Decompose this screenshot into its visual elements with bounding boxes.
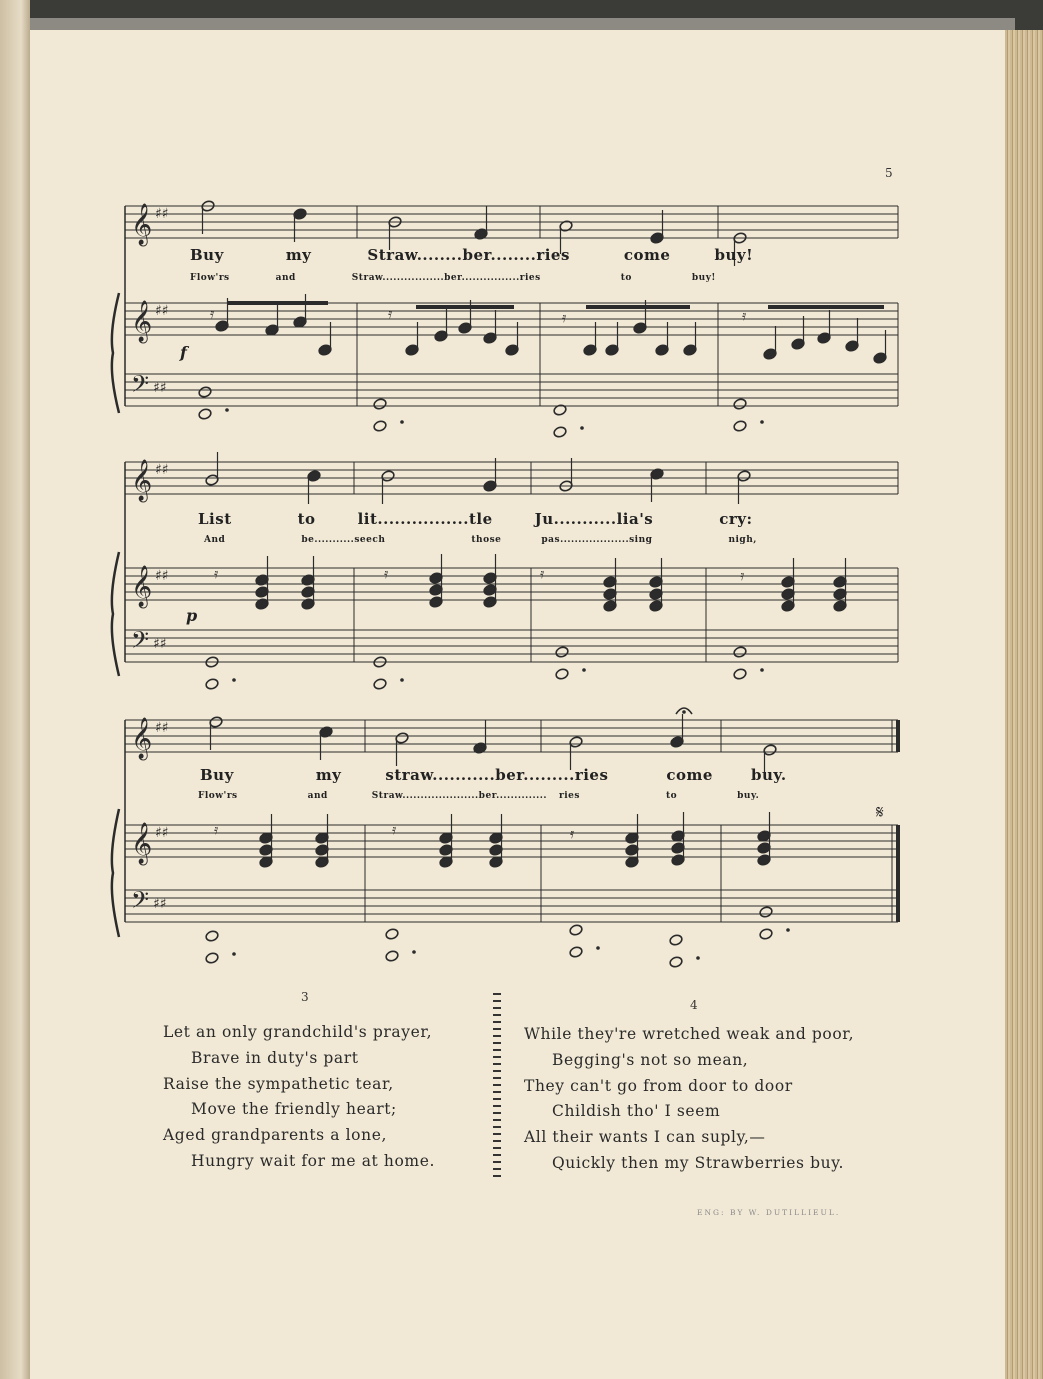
lyric-word: my	[315, 766, 342, 784]
lyric-word: And	[204, 535, 226, 545]
augmentation-dot	[760, 668, 764, 672]
bass-note	[733, 420, 747, 433]
lyric-word: those	[471, 535, 502, 545]
bass-note	[198, 386, 212, 399]
lyric-word: nigh,	[728, 535, 757, 545]
verse-line: Move the friendly heart;	[191, 1100, 397, 1119]
lyric-word: and	[307, 791, 328, 801]
dynamic-marking: p	[186, 606, 198, 625]
lyric-word: and	[275, 273, 296, 283]
key-signature: ♯♯	[153, 380, 167, 396]
key-signature: ♯♯	[155, 303, 169, 319]
rest: 𝄿	[214, 822, 219, 838]
bass-note	[669, 956, 683, 969]
lyric-word: straw...........	[385, 766, 496, 784]
bass-note	[569, 946, 583, 959]
lyric-word: come	[666, 766, 713, 784]
verse-line: Begging's not so mean,	[552, 1050, 749, 1069]
rest: 𝄿	[540, 566, 545, 582]
lyric-word: tle	[468, 510, 493, 528]
rest: 𝄿	[742, 308, 747, 324]
verse-line: Let an only grandchild's prayer,	[163, 1023, 433, 1041]
bass-note	[205, 930, 219, 943]
verse-3	[163, 1020, 435, 1175]
lyric-word: my	[285, 246, 312, 264]
lyric-word: Buy	[200, 766, 234, 784]
fermata	[682, 710, 686, 714]
key-signature: ♯♯	[155, 462, 169, 478]
rest: 𝄿	[392, 822, 397, 838]
engraver-imprint: ENG: BY W. DUTILLIEUL.	[697, 1208, 841, 1217]
bass-note	[198, 408, 212, 421]
bass-clef: 𝄢	[131, 626, 150, 659]
lyric-word: List	[198, 510, 232, 528]
bass-note	[759, 928, 773, 941]
augmentation-dot	[582, 668, 586, 672]
brace	[112, 293, 119, 413]
lyric-word: buy!	[714, 246, 754, 264]
bass-clef: 𝄢	[131, 886, 150, 919]
key-signature: ♯♯	[155, 720, 169, 736]
bass-note	[385, 928, 399, 941]
key-signature: ♯♯	[155, 568, 169, 584]
treble-clef: 𝄞	[131, 301, 153, 342]
lyric-word: Straw.................	[351, 273, 445, 283]
bass-note	[205, 678, 219, 691]
lyric-line-1	[198, 510, 753, 528]
lyric-word: to	[297, 510, 316, 528]
augmentation-dot	[232, 952, 236, 956]
lyric-line-1	[200, 766, 787, 784]
lyric-word: to	[620, 273, 632, 283]
bass-note	[733, 398, 747, 411]
treble-clef: 𝄞	[131, 718, 153, 759]
verse-line: Aged grandparents a lone,	[163, 1126, 387, 1145]
augmentation-dot	[225, 408, 229, 412]
verse-line: Quickly then my Strawberries buy.	[552, 1153, 845, 1172]
treble-clef: 𝄞	[131, 460, 153, 501]
lyric-word: ries	[574, 766, 609, 784]
verse-line: Childish tho' I seem	[552, 1102, 721, 1121]
verse-4	[524, 1022, 854, 1177]
dynamic-marking: f	[180, 343, 187, 362]
augmentation-dot	[786, 928, 790, 932]
bass-note	[733, 668, 747, 681]
lyric-word: ries	[519, 273, 541, 283]
augmentation-dot	[696, 956, 700, 960]
lyric-word: buy.	[750, 766, 787, 784]
verse-line: Brave in duty's part	[191, 1048, 359, 1067]
rest: 𝄿	[210, 306, 215, 322]
augmentation-dot	[760, 420, 764, 424]
lyric-word: seech	[354, 535, 386, 545]
lyric-word: ber................	[444, 273, 520, 283]
lyric-word: ber........	[462, 246, 537, 264]
lyric-line-2	[204, 535, 757, 545]
lyric-word: Flow'rs	[198, 791, 238, 801]
lyric-word: ber..............	[478, 791, 547, 801]
augmentation-dot	[412, 950, 416, 954]
lyric-word: to	[665, 791, 678, 801]
key-signature: ♯♯	[153, 896, 167, 912]
rest: 𝄿	[388, 306, 393, 322]
verse-line: They can't go from door to door	[524, 1076, 793, 1095]
verse-line: All their wants I can suply,—	[524, 1128, 766, 1147]
page-number: 5	[885, 166, 893, 180]
lyric-word: buy.	[737, 791, 760, 801]
augmentation-dot	[400, 420, 404, 424]
lyric-word: cry:	[719, 510, 753, 528]
rest: 𝄿	[740, 568, 745, 584]
lyric-word: buy!	[691, 273, 716, 283]
lyric-word: ber.........	[495, 766, 575, 784]
key-signature: ♯♯	[153, 636, 167, 652]
lyric-word: ries	[536, 246, 570, 264]
verse-number: 3	[301, 990, 309, 1004]
bass-note	[385, 950, 399, 963]
lyric-line-2	[190, 273, 716, 283]
augmentation-dot	[596, 946, 600, 950]
brace	[112, 809, 119, 937]
lyric-word: pas...................	[541, 535, 630, 545]
bass-note	[555, 646, 569, 659]
bass-clef: 𝄢	[131, 370, 150, 403]
lyric-line-2	[198, 791, 759, 801]
lyric-line-1	[190, 246, 753, 264]
lyric-word: come	[623, 246, 671, 264]
treble-clef: 𝄞	[131, 823, 153, 864]
bass-note	[373, 398, 387, 411]
verse-divider	[493, 990, 501, 1180]
lyric-word: lia's	[616, 510, 654, 528]
verse-line: While they're wretched weak and poor,	[524, 1025, 855, 1043]
lyric-word: Flow'rs	[190, 273, 230, 283]
key-signature: ♯♯	[155, 825, 169, 841]
augmentation-dot	[232, 678, 236, 682]
segno-sign: 𝄋	[876, 802, 884, 823]
bass-note	[553, 426, 567, 439]
treble-clef: 𝄞	[131, 204, 153, 245]
bass-note	[569, 924, 583, 937]
bass-note	[373, 678, 387, 691]
verse-line: Hungry wait for me at home.	[191, 1151, 436, 1170]
bass-note	[205, 952, 219, 965]
augmentation-dot	[400, 678, 404, 682]
lyric-word: Straw.....................	[371, 791, 479, 801]
lyric-word: sing	[629, 535, 653, 545]
bass-note	[669, 934, 683, 947]
lyric-word: Ju...........	[534, 510, 617, 528]
bass-note	[733, 646, 747, 659]
augmentation-dot	[580, 426, 584, 430]
rest: 𝄿	[562, 310, 567, 326]
lyric-word: Buy	[190, 246, 224, 264]
rest: 𝄿	[214, 566, 219, 582]
verse-line: Raise the sympathetic tear,	[163, 1074, 394, 1093]
bass-note	[759, 906, 773, 919]
bass-note	[555, 668, 569, 681]
lyric-word: ries	[558, 791, 580, 801]
treble-clef: 𝄞	[131, 566, 153, 607]
lyric-word: be...........	[301, 535, 355, 545]
verse-number: 4	[690, 998, 698, 1012]
lyric-word: lit................	[357, 510, 469, 528]
brace	[112, 552, 119, 676]
rest: 𝄿	[384, 566, 389, 582]
rest: 𝄿	[570, 826, 575, 842]
lyric-word: Straw........	[367, 246, 463, 264]
bass-note	[373, 420, 387, 433]
key-signature: ♯♯	[155, 206, 169, 222]
